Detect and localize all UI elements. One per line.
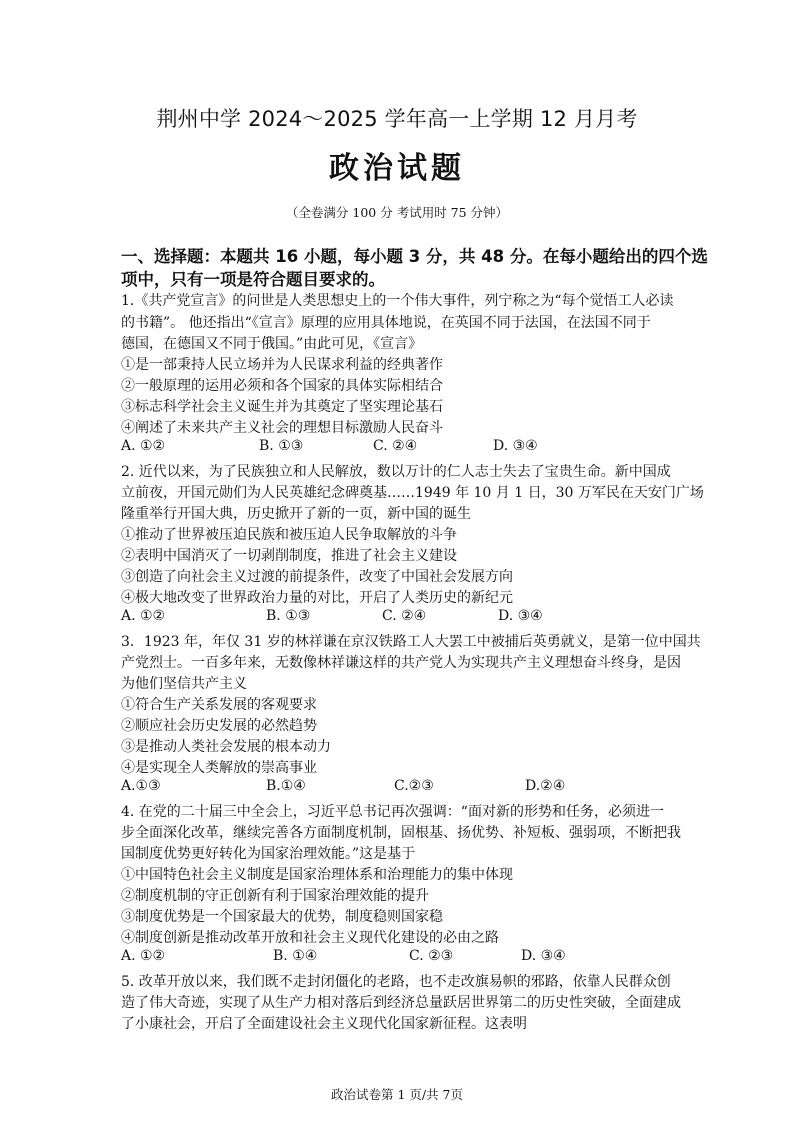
q1-stem-line: 德国，在德国又不同于俄国。”由此可见，《宣言》 <box>121 336 423 352</box>
q1-option-d: D. ③④ <box>493 438 538 454</box>
q4-item: ①中国特色社会主义制度是国家治理体系和治理能力的集中体现 <box>121 867 513 883</box>
q3-option-d: D.②④ <box>525 778 566 794</box>
q2-item: ①推动了世界被压迫民族和被压迫人民争取解放的斗争 <box>121 527 457 543</box>
q3-stem-line: 产党烈士。一百多年来，无数像林祥谦这样的共产党人为实现共产主义理想奋斗终身，是因 <box>121 655 681 671</box>
q3-option-a: A.①③ <box>121 778 161 794</box>
q1-item: ①是一部秉持人民立场并为人民谋求利益的经典著作 <box>121 357 443 373</box>
q3-item: ①符合生产关系发展的客观要求 <box>121 697 317 713</box>
subject-title: 政治试题 <box>329 151 465 186</box>
q4-stem-line: 4. 在党的二十届三中全会上，习近平总书记再次强调：“面对新的形势和任务，必须进一 <box>121 804 664 820</box>
q1-option-b: B. ①③ <box>259 438 304 454</box>
q2-option-b: B. ①③ <box>266 608 311 624</box>
q3-stem-line: 3．1923 年，年仅 31 岁的林祥谦在京汉铁路工人大罢工中被捕后英勇就义，是第一位中国共 <box>121 634 701 650</box>
school-title: 荆州中学 2024～2025 学年高一上学期 12 月月考 <box>156 107 638 131</box>
q1-stem-line: 的书籍”。 他还指出“《宣言》原理的应用具体地说，在英国不同于法国，在法国不同于 <box>121 315 651 331</box>
q4-stem-line: 步全面深化改革，继续完善各方面制度机制，固根基、扬优势、补短板、强弱项，不断把我 <box>121 825 681 841</box>
section-heading-line-1: 一、选择题：本题共 16 小题，每小题 3 分，共 48 分。在每小题给出的四个选 <box>121 247 708 266</box>
q3-item: ③是推动人类社会发展的根本动力 <box>121 739 331 755</box>
q4-stem-line: 国制度优势更好转化为国家治理效能。”这是基于 <box>121 846 416 862</box>
q1-option-c: C. ②④ <box>373 438 418 454</box>
page-footer: 政治试卷第 1 页/共 7页 <box>330 1087 464 1102</box>
q2-option-a: A. ①② <box>121 608 166 624</box>
q3-item: ④是实现全人类解放的崇高事业 <box>121 760 317 776</box>
q2-stem-line: 2. 近代以来，为了民族独立和人民解放，数以万计的仁人志士失去了宝贵生命。新中国成 <box>121 464 671 480</box>
q2-stem-line: 立前夜，开国元勋们为人民英雄纪念碑奠基……1949 年 10 月 1 日，30 万军民在天安门广场 <box>121 485 704 501</box>
q2-item: ②表明中国消灭了一切剥削制度，推进了社会主义建设 <box>121 548 457 564</box>
exam-meta: （全卷满分 100 分 考试用时 75 分钟） <box>285 205 509 220</box>
q1-item: ③标志科学社会主义诞生并为其奠定了坚实理论基石 <box>121 399 443 415</box>
q1-item: ②一般原理的运用必须和各个国家的具体实际相结合 <box>121 378 443 394</box>
q4-option-a: A. ①② <box>121 948 166 964</box>
q1-stem-line: 1.《共产党宣言》的问世是人类思想史上的一个伟大事件，列宁称之为“每个觉悟工人必读 <box>121 293 674 309</box>
q4-option-b: B. ①④ <box>273 948 318 964</box>
q3-item: ②顺应社会历史发展的必然趋势 <box>121 718 317 734</box>
q5-stem-line: 5. 改革开放以来，我们既不走封闭僵化的老路，也不走改旗易帜的邪路，依靠人民群众创 <box>121 974 671 990</box>
q3-option-b: B.①④ <box>266 778 306 794</box>
q4-item: ④制度创新是推动改革开放和社会主义现代化建设的必由之路 <box>121 930 499 946</box>
q5-stem-line: 了小康社会，开启了全面建设社会主义现代化国家新征程。这表明 <box>121 1016 527 1032</box>
q5-stem-line: 造了伟大奇迹，实现了从生产力相对落后到经济总量跃居世界第二的历史性突破，全面建成 <box>121 995 681 1011</box>
q2-stem-line: 隆重举行开国大典，历史掀开了新的一页，新中国的诞生 <box>121 506 471 522</box>
q4-item: ③制度优势是一个国家最大的优势，制度稳则国家稳 <box>121 909 443 925</box>
q2-option-c: C. ②④ <box>382 608 427 624</box>
section-heading-line-2: 项中，只有一项是符合题目要求的。 <box>121 270 385 289</box>
q2-item: ④极大地改变了世界政治力量的对比，开启了人类历史的新纪元 <box>121 590 513 606</box>
q2-item: ③创造了向社会主义过渡的前提条件，改变了中国社会发展方向 <box>121 569 513 585</box>
q1-option-a: A. ①② <box>121 438 166 454</box>
q2-option-d: D. ③④ <box>498 608 543 624</box>
q4-option-d: D. ③④ <box>521 948 566 964</box>
q3-stem-line: 为他们坚信共产主义 <box>121 676 247 692</box>
q4-option-c: C. ②③ <box>409 948 454 964</box>
q3-option-c: C.②③ <box>394 778 434 794</box>
q4-item: ②制度机制的守正创新有利于国家治理效能的提升 <box>121 888 429 904</box>
q1-item: ④阐述了未来共产主义社会的理想目标激励人民奋斗 <box>121 420 443 436</box>
